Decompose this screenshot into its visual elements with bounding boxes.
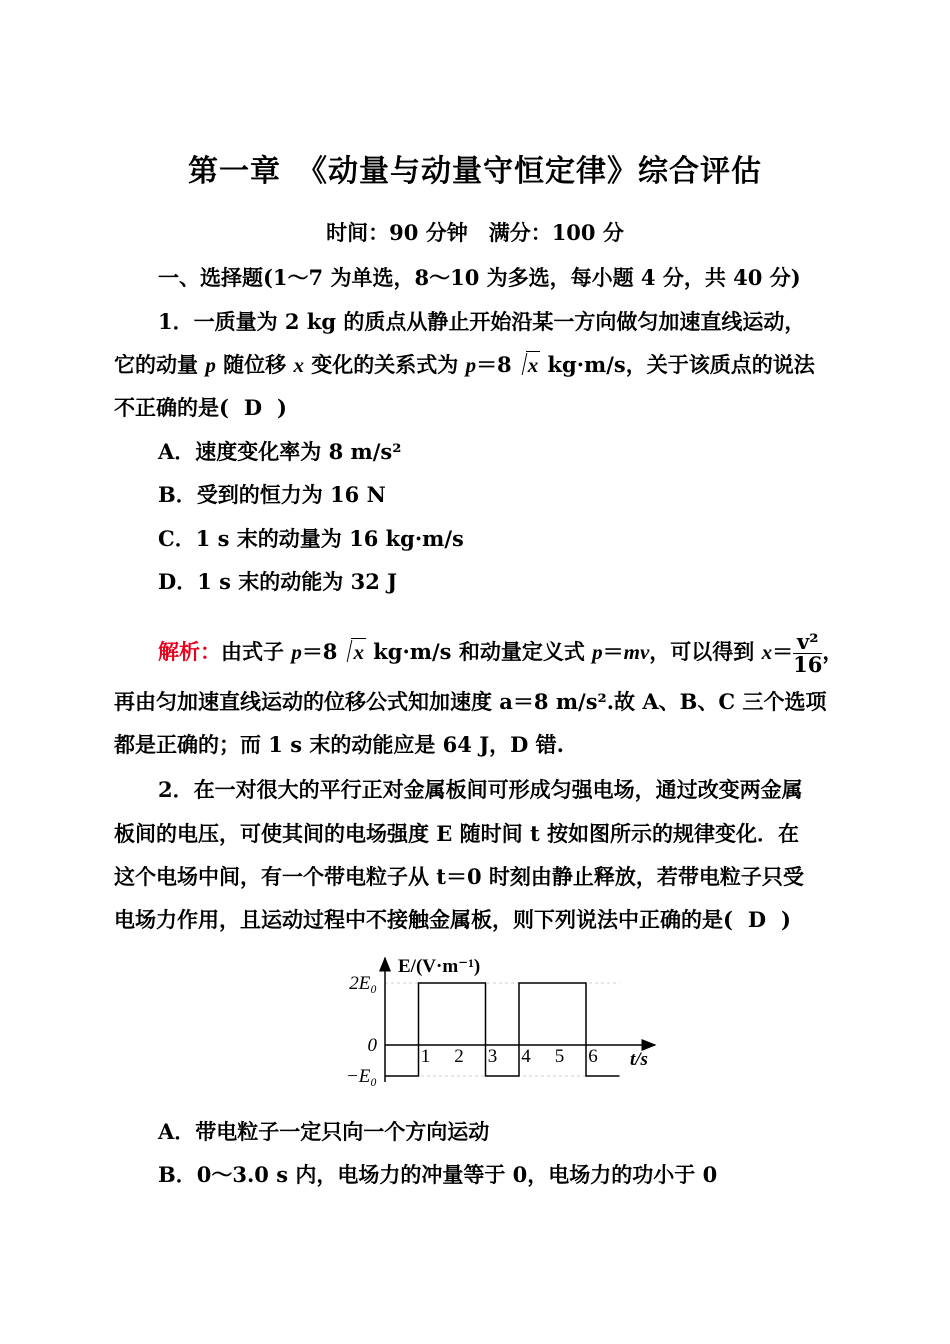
q2-option-b: B．0～3.0 s 内，电场力的冲量等于 0，电场力的功小于 0 xyxy=(158,1162,718,1187)
e-t-graph xyxy=(0,952,950,1092)
page-title: 第一章 《动量与动量守恒定律》综合评估 xyxy=(188,154,762,189)
q1-option-a: A．速度变化率为 8 m/s² xyxy=(158,439,402,464)
q1-analysis-line2: 再由匀加速直线运动的位移公式知加速度 a＝8 m/s².故 A、B、C 三个选项 xyxy=(114,689,827,714)
y-tick-label: −E₀ xyxy=(345,1066,377,1087)
q2-line2: 板间的电压，可使其间的电场强度 E 随时间 t 按如图所示的规律变化．在 xyxy=(114,821,799,846)
q2-answer: D xyxy=(747,907,767,932)
q2-line4: 电场力作用，且运动过程中不接触金属板，则下列说法中正确的是( D ) xyxy=(114,907,791,932)
q1-option-b: B．受到的恒力为 16 N xyxy=(158,482,386,507)
x-tick-label: 4 xyxy=(521,1046,531,1067)
fraction: $\frac{\text{v²}}{16}$ xyxy=(793,629,823,677)
q2-line3: 这个电场中间，有一个带电粒子从 t＝0 时刻由静止释放，若带电粒子只受 xyxy=(114,864,804,889)
x-tick-label: 2 xyxy=(454,1046,464,1067)
y-tick-label: 0 xyxy=(367,1035,377,1056)
x-tick-label: 1 xyxy=(420,1046,431,1067)
section-heading: 一、选择题(1～7 为单选，8～10 为多选，每小题 4 分，共 40 分) xyxy=(158,265,801,290)
analysis-label: 解析： xyxy=(158,639,221,664)
x-tick-label: 3 xyxy=(487,1046,498,1067)
sqrt-symbol: x xyxy=(337,638,366,666)
q2-line1: 2．在一对很大的平行正对金属板间可形成匀强电场，通过改变两金属 xyxy=(158,777,803,802)
x-tick-label: 6 xyxy=(588,1046,598,1067)
q1-analysis-line3: 都是正确的；而 1 s 末的动能应是 64 J，D 错. xyxy=(114,732,564,757)
q1-option-d: D．1 s 末的动能为 32 J xyxy=(158,569,398,594)
q1-answer: D xyxy=(243,395,263,420)
x-axis-label: t/s xyxy=(630,1049,648,1070)
q1-line3: 不正确的是( D ) xyxy=(114,395,287,420)
exam-meta: 时间：90 分钟 满分：100 分 xyxy=(326,220,624,245)
y-axis-label: E/(V·m⁻¹) xyxy=(398,956,481,977)
sqrt-symbol: x xyxy=(512,351,541,379)
q1-analysis-line1: 解析：由式子 p＝8 x kg·m/s 和动量定义式 p＝mv，可以得到 x＝ $\frac{\text{v²}}{16}$ ， xyxy=(158,629,844,677)
q1-option-c: C．1 s 末的动量为 16 kg·m/s xyxy=(158,526,464,551)
x-tick-label: 5 xyxy=(554,1046,565,1067)
y-tick-label: 2E₀ xyxy=(349,973,377,994)
q2-option-a: A．带电粒子一定只向一个方向运动 xyxy=(158,1119,490,1144)
q1-line1: 1．一质量为 2 kg 的质点从静止开始沿某一方向做匀加速直线运动， xyxy=(158,309,806,334)
q1-line2: 它的动量 p 随位移 x 变化的关系式为 p＝8 x kg·m/s，关于该质点的说法 xyxy=(114,352,815,377)
